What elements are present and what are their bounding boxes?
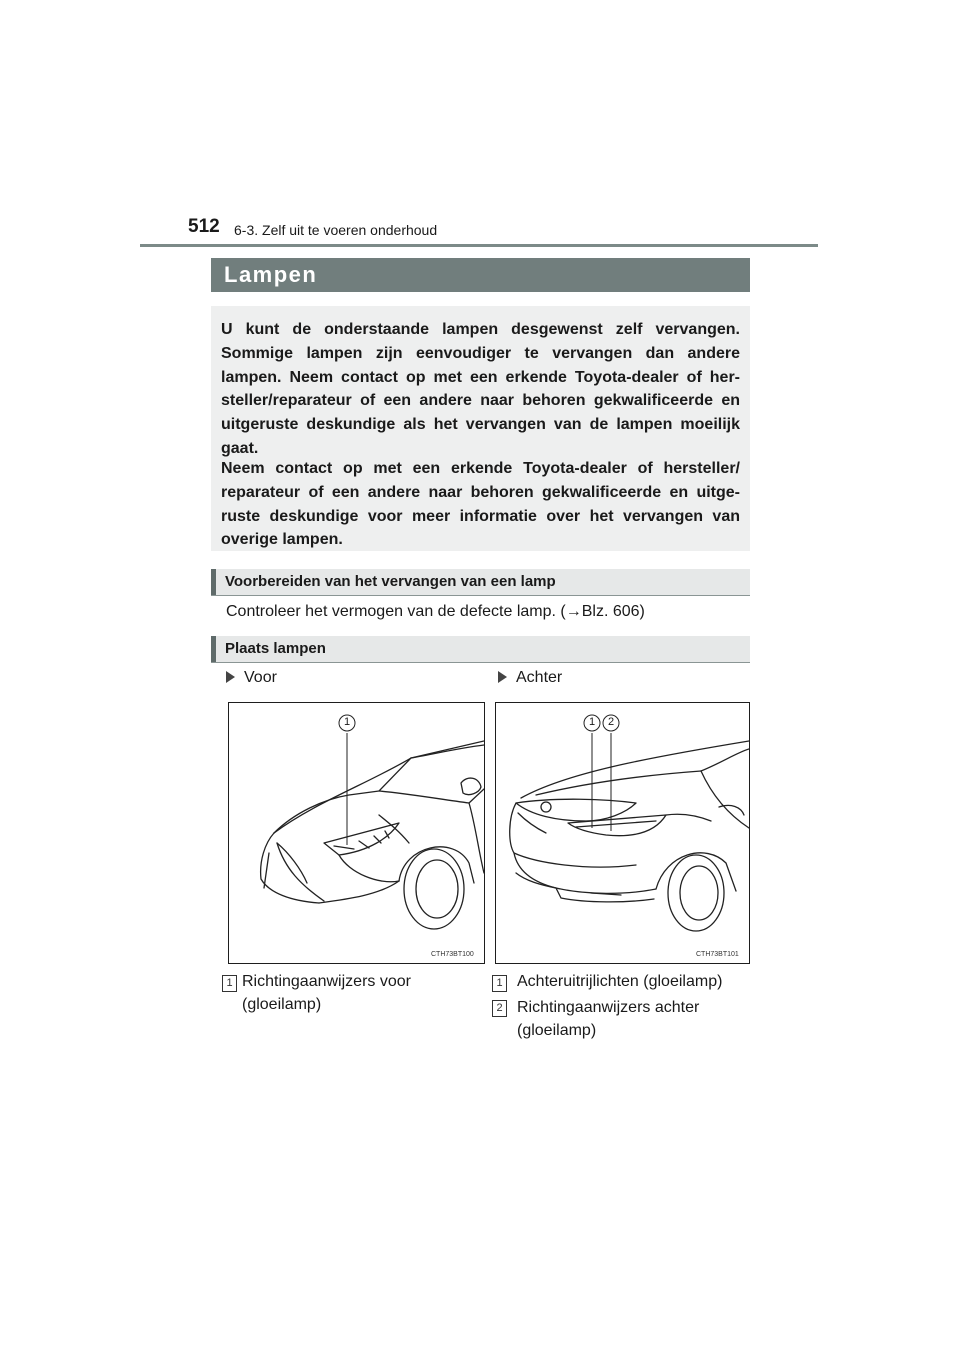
intro-box (211, 306, 750, 551)
intro-paragraph-1: U kunt de onderstaande lampen desgewenst zelf vervangen. Sommige lampen zijn eenvoudiger te vervangen dan andere lampen. Neem contact op met een erkende Toyota-dealer of her-steller/reparateur of een andere naar behoren gekwalificeerde en uitgeruste deskundige als het vervangen van de lampen moeilijk gaat. (221, 321, 740, 457)
subheading-bar (211, 569, 216, 595)
rear-callout-2: 2 (607, 716, 615, 728)
subheading-bar (211, 636, 216, 662)
rear-label-text: Achter (516, 669, 563, 686)
rear-car-illustration (495, 702, 750, 964)
front-callout-1: 1 (343, 716, 351, 728)
rear-item-2-text: Richtingaanwijzers achter (gloeilamp) (517, 999, 700, 1039)
rear-item-2-number: 2 (492, 1000, 507, 1017)
intro-paragraph-2: Neem contact op met een erkende Toyota-dealer of hersteller/ reparateur of een andere naar behoren gekwalificeerde en uitge-ruste deskundige voor meer informatie over het vervangen van overige lampen. (221, 460, 740, 549)
rear-label (498, 669, 562, 687)
front-car-drawing (229, 703, 484, 963)
front-car-illustration (228, 702, 485, 964)
section-label: 6-3. Zelf uit te voeren onderhoud (234, 222, 438, 238)
header-rule (140, 244, 818, 247)
front-item-1-text: Richtingaanwijzers voor (gloeilamp) (242, 973, 411, 1013)
subheading-locations-text: Plaats lampen (225, 640, 326, 657)
front-label-text: Voor (244, 669, 277, 686)
triangle-bullet-icon (498, 671, 507, 683)
rear-illustration-code: CTH73BT101 (696, 951, 739, 958)
page-title: Lampen (224, 262, 318, 287)
subheading-preparation-text: Voorbereiden van het vervangen van een lamp (225, 573, 556, 590)
subheading-locations (211, 636, 750, 663)
title-bar (211, 258, 750, 292)
front-item-1-number: 1 (222, 975, 237, 992)
rear-item-1-number: 1 (492, 975, 507, 992)
rear-car-drawing (496, 703, 749, 963)
front-label (226, 669, 277, 687)
rear-item-1-text: Achteruitrijlichten (gloeilamp) (517, 973, 723, 990)
subheading-preparation (211, 569, 750, 596)
front-illustration-code: CTH73BT100 (431, 951, 474, 958)
page-number: 512 (188, 216, 220, 237)
preparation-text: Controleer het vermogen van de defecte lamp. (→Blz. 606) (226, 603, 645, 620)
rear-callout-1: 1 (588, 716, 596, 728)
triangle-bullet-icon (226, 671, 235, 683)
